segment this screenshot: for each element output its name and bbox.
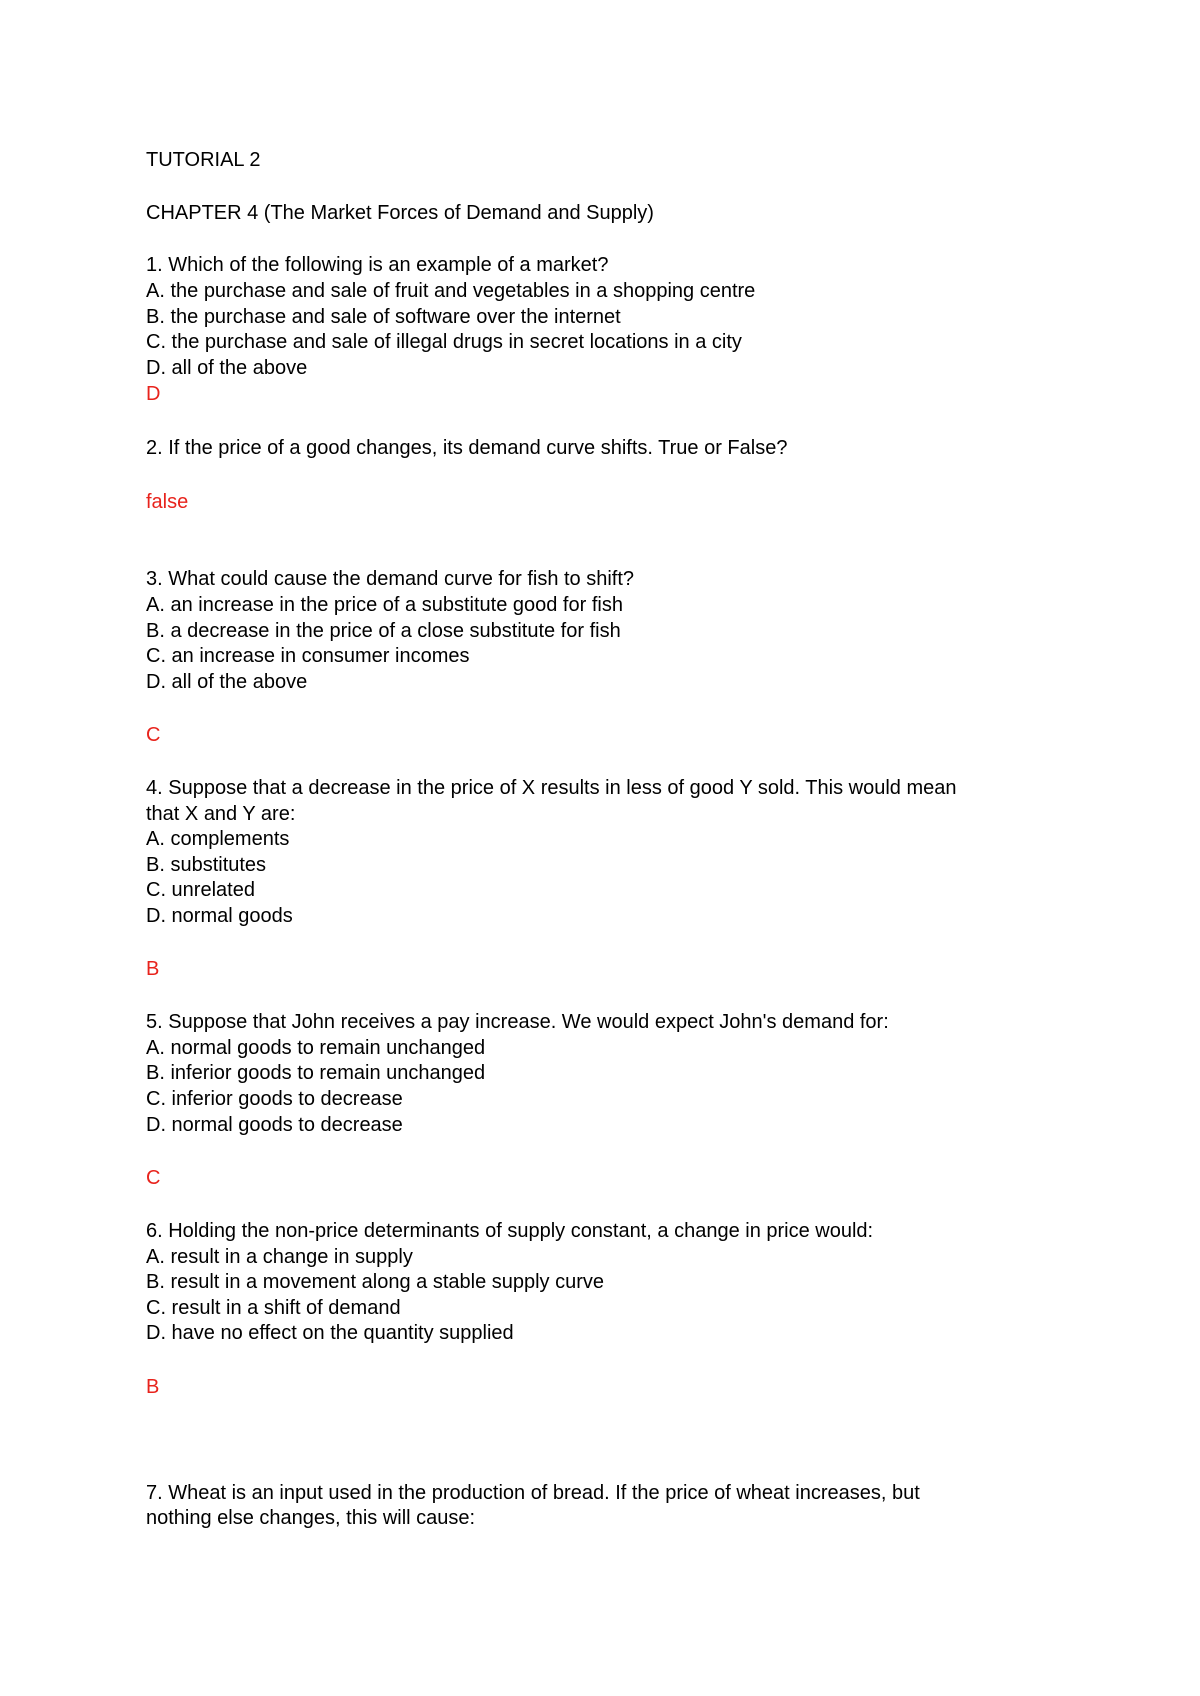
- answer: B: [146, 958, 160, 980]
- option-b: B. the purchase and sale of software over the internet: [146, 306, 621, 328]
- question-text: 1. Which of the following is an example of a market?: [146, 254, 609, 276]
- answer: B: [146, 1376, 160, 1398]
- option-c: C. result in a shift of demand: [146, 1297, 401, 1319]
- question-text: 2. If the price of a good changes, its demand curve shifts. True or False?: [146, 437, 788, 459]
- answer: C: [146, 724, 161, 746]
- question-text-continued: nothing else changes, this will cause:: [146, 1507, 476, 1529]
- answer: D: [146, 383, 161, 405]
- option-c: C. inferior goods to decrease: [146, 1088, 403, 1110]
- option-a: A. complements: [146, 828, 290, 850]
- question-text-continued: that X and Y are:: [146, 803, 296, 825]
- question-text: 6. Holding the non-price determinants of supply constant, a change in price would:: [146, 1220, 874, 1242]
- answer: C: [146, 1167, 161, 1189]
- question-text: 7. Wheat is an input used in the production of bread. If the price of wheat increases, but: [146, 1482, 920, 1504]
- option-a: A. an increase in the price of a substitute good for fish: [146, 594, 623, 616]
- option-c: C. unrelated: [146, 879, 255, 901]
- option-b: B. inferior goods to remain unchanged: [146, 1062, 486, 1084]
- option-b: B. result in a movement along a stable supply curve: [146, 1271, 605, 1293]
- option-a: A. normal goods to remain unchanged: [146, 1037, 486, 1059]
- option-d: D. all of the above: [146, 357, 308, 379]
- question-text: 4. Suppose that a decrease in the price of X results in less of good Y sold. This would mean: [146, 777, 957, 799]
- question-text: 3. What could cause the demand curve for fish to shift?: [146, 568, 635, 590]
- answer: false: [146, 491, 189, 513]
- option-d: D. all of the above: [146, 671, 308, 693]
- chapter-heading: CHAPTER 4 (The Market Forces of Demand and Supply): [146, 202, 654, 224]
- option-d: D. have no effect on the quantity supplied: [146, 1322, 514, 1344]
- option-c: C. the purchase and sale of illegal drugs in secret locations in a city: [146, 331, 742, 353]
- option-a: A. the purchase and sale of fruit and vegetables in a shopping centre: [146, 280, 756, 302]
- option-b: B. substitutes: [146, 854, 267, 876]
- option-d: D. normal goods to decrease: [146, 1114, 403, 1136]
- option-c: C. an increase in consumer incomes: [146, 645, 470, 667]
- option-b: B. a decrease in the price of a close substitute for fish: [146, 620, 621, 642]
- option-a: A. result in a change in supply: [146, 1246, 413, 1268]
- option-d: D. normal goods: [146, 905, 293, 927]
- document-title: TUTORIAL 2: [146, 149, 261, 171]
- question-text: 5. Suppose that John receives a pay increase. We would expect John's demand for:: [146, 1011, 889, 1033]
